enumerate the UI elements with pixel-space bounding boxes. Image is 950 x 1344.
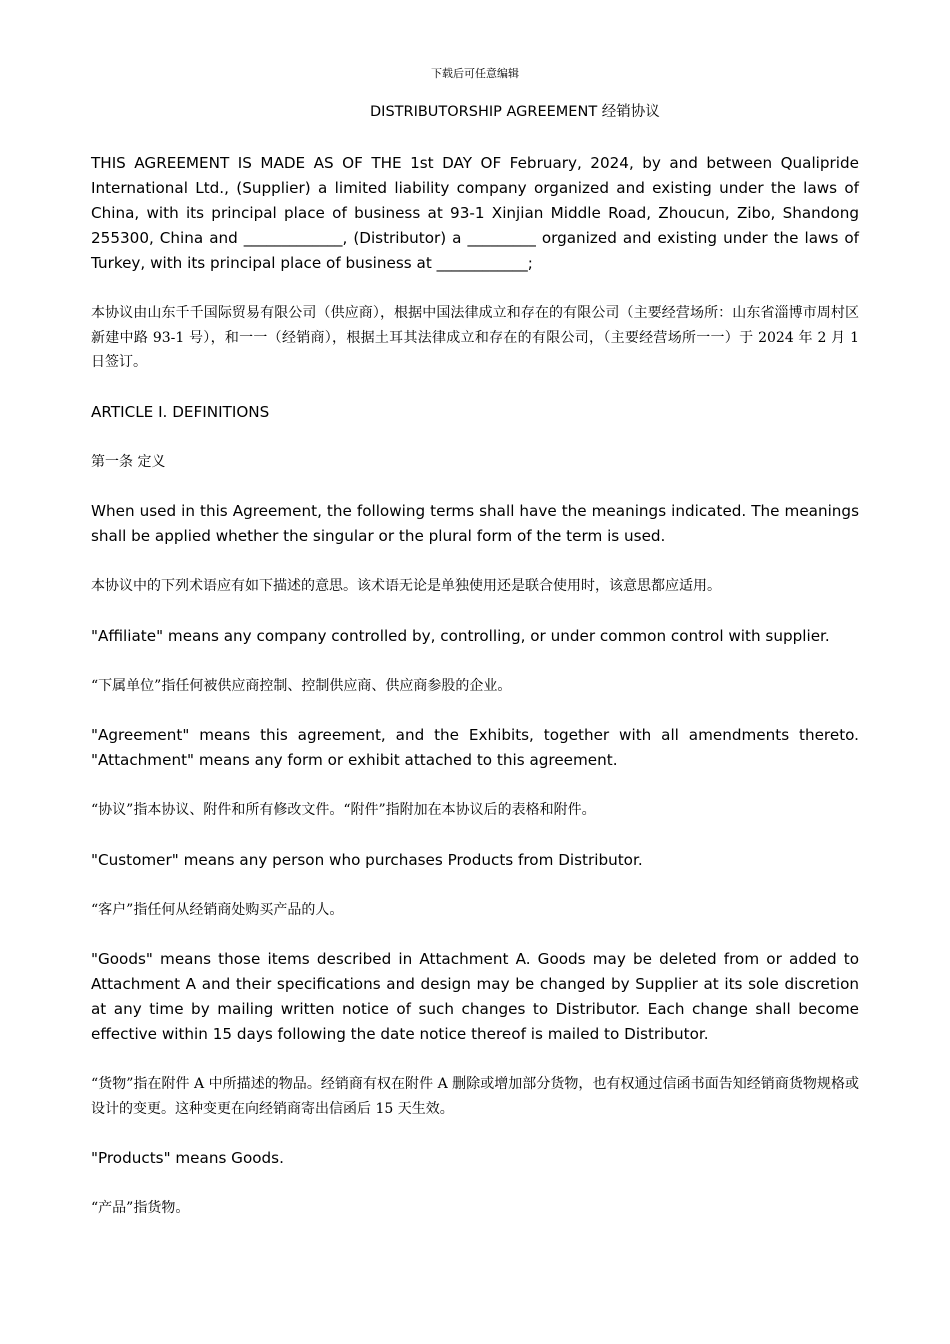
document-body: [91, 151, 859, 1221]
definition-agreement-english: "Agreement" means this agreement, and the Exhibits, together with all amendments thereto. "Attachment" means any form or exhibit attached to this agreement.: [91, 726, 859, 769]
definition-customer-chinese: “客户”指任何从经销商处购买产品的人。: [91, 901, 344, 918]
definition-goods-chinese: “货物”指在附件 A 中所描述的物品。经销商有权在附件 A 删除或增加部分货物，也有权通过信函书面告知经销商货物规格或设计的变更。这种变更在向经销商寄出信函后 15 天生效。: [91, 1076, 859, 1117]
definitions-intro-chinese: 本协议中的下列术语应有如下描述的意思。该术语无论是单独使用还是联合使用时，该意思都应适用。: [91, 578, 721, 594]
definitions-intro-english: When used in this Agreement, the following terms shall have the meanings indicated. The meanings shall be applied whether the singular or the plural form of the term is used.: [91, 502, 859, 545]
article-heading-chinese: 第一条 定义: [91, 453, 166, 470]
article-heading-english: ARTICLE I. DEFINITIONS: [91, 402, 270, 421]
preamble-chinese: 本协议由山东千千国际贸易有限公司（供应商），根据中国法律成立和存在的有限公司（主要经营场所：山东省淄博市周村区新建中路 93-1 号），和一一（经销商），根据土耳其法律成立和存在的有限公司，（主要经营场所一一）于 2024 年 2 月 1 日签订。: [91, 305, 859, 370]
preamble-english: THIS AGREEMENT IS MADE AS OF THE 1st DAY OF February, 2024, by and between Qualipride International Ltd., (Supplier) a limited liability company organized and existing under the laws of China, with its principal place of business at 93-1 Xinjian Middle Road, Zhoucun, Zibo, Shandong 255300, China and _____________, (Distributor) a _________ organized and existing under the laws of Turkey, with its principal place of business at ____________;: [91, 154, 859, 272]
definition-products-chinese: “产品”指货物。: [91, 1200, 190, 1216]
definition-affiliate-english: "Affiliate" means any company controlled by, controlling, or under common control with supplier.: [91, 626, 830, 645]
header-note: 下载后可任意编辑: [431, 67, 519, 80]
definition-goods-english: "Goods" means those items described in Attachment A. Goods may be deleted from or added to Attachment A and their specifications and design may be changed by Supplier at its sole discretion at any time by mailing written notice of such changes to Distributor. Each change shall become effective within 15 days following the date notice thereof is mailed to Distributor.: [91, 950, 859, 1043]
definition-customer-english: "Customer" means any person who purchases Products from Distributor.: [91, 850, 643, 869]
definition-products-english: "Products" means Goods.: [91, 1149, 284, 1167]
definition-affiliate-chinese: “下属单位”指任何被供应商控制、控制供应商、供应商参股的企业。: [91, 677, 512, 694]
definition-agreement-chinese: “协议”指本协议、附件和所有修改文件。“附件”指附加在本协议后的表格和附件。: [91, 802, 596, 818]
document-title: DISTRIBUTORSHIP AGREEMENT 经销协议: [370, 104, 660, 120]
